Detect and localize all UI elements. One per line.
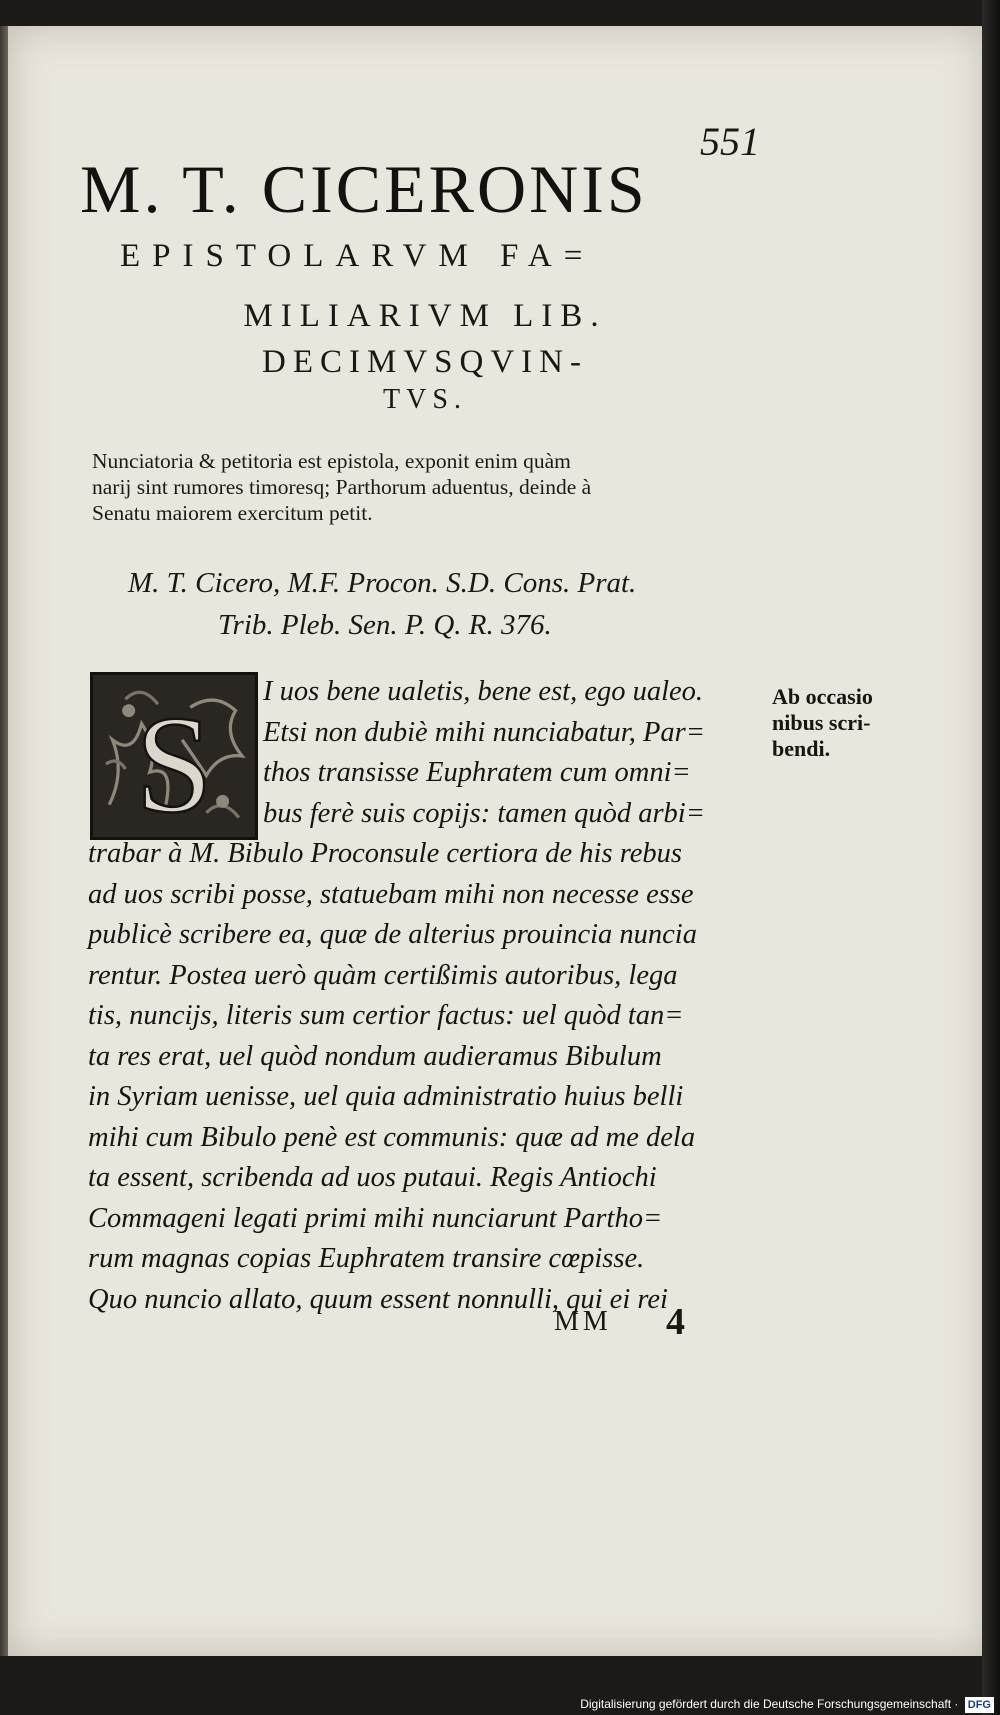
- salutation-line: Trib. Pleb. Sen. P. Q. R. 376.: [218, 609, 552, 641]
- body-line: Commageni legati primi mihi nunciarunt Partho=: [88, 1202, 663, 1234]
- body-line: mihi cum Bibulo penè est communis: quæ ad me dela: [88, 1121, 696, 1153]
- initial-letter: S: [135, 688, 213, 837]
- summary-line: Senatu maiorem exercitum petit.: [92, 501, 373, 525]
- body-line: rum magnas copias Euphratem transire cœpisse.: [88, 1243, 645, 1274]
- body-line: rentur. Postea uerò quàm certißimis autoribus, lega: [88, 959, 678, 991]
- salutation-line: M. T. Cicero, M.F. Procon. S.D. Cons. Prat.: [128, 567, 637, 599]
- page-title: M. T. CICERONIS: [80, 151, 648, 227]
- summary-line: Nunciatoria & petitoria est epistola, exponit enim quàm: [92, 449, 571, 473]
- salutation: [128, 562, 768, 646]
- letter-body: [88, 672, 776, 1320]
- marginal-line: Ab occasio: [772, 684, 873, 709]
- body-line: I uos bene ualetis, bene est, ego ualeo.: [263, 676, 704, 707]
- dfg-logo: DFG: [965, 1697, 994, 1713]
- body-line: bus ferè suis copijs: tamen quòd arbi=: [263, 797, 705, 829]
- subtitle-line-4: TVS.: [383, 384, 467, 415]
- body-line: ad uos scribi posse, statuebam mihi non necesse esse: [88, 878, 694, 910]
- subtitle-line-3: DECIMVSQVIN-: [262, 344, 588, 380]
- body-line: ta res erat, uel quòd nondum audieramus Bibulum: [88, 1040, 662, 1072]
- summary-line: narij sint rumores timoresq; Parthorum aduentus, deinde à: [92, 475, 592, 499]
- subtitle-line-1: EPISTOLARVM FA=: [120, 238, 595, 274]
- signature-mark: 4: [666, 1301, 685, 1343]
- body-line: ta essent, scribenda ad uos putaui. Regis Antiochi: [88, 1162, 657, 1193]
- body-line: thos transisse Euphratem cum omni=: [263, 757, 691, 788]
- body-line: publicè scribere ea, quæ de alterius prouincia nuncia: [88, 919, 697, 950]
- folio-number: 551: [700, 119, 760, 164]
- body-line: trabar à M. Bibulo Proconsule certiora de his rebus: [88, 838, 682, 869]
- credit-text: Digitalisierung gefördert durch die Deutsche Forschungsgemeinschaft: [580, 1697, 952, 1711]
- digitization-credit: Digitalisierung gefördert durch die Deutsche Forschungsgemeinschaft · DFG: [580, 1693, 994, 1715]
- marginal-note: [772, 684, 902, 762]
- body-line: Etsi non dubiè mihi nunciabatur, Par=: [263, 716, 705, 748]
- catchword: MM: [554, 1306, 612, 1337]
- argument-summary: [92, 448, 768, 526]
- body-line: Quo nuncio allato, quum essent nonnulli, qui ei rei: [88, 1283, 668, 1315]
- marginal-line: bendi.: [772, 736, 831, 761]
- marginal-line: nibus scri-: [772, 710, 871, 735]
- body-line: in Syriam uenisse, uel quia administratio huius belli: [88, 1081, 684, 1112]
- subtitle-line-2: MILIARIVM LIB.: [243, 298, 607, 334]
- body-line: tis, nuncijs, literis sum certior factus: uel quòd tan=: [88, 1000, 684, 1031]
- page-edge-shadow: [982, 0, 1000, 1715]
